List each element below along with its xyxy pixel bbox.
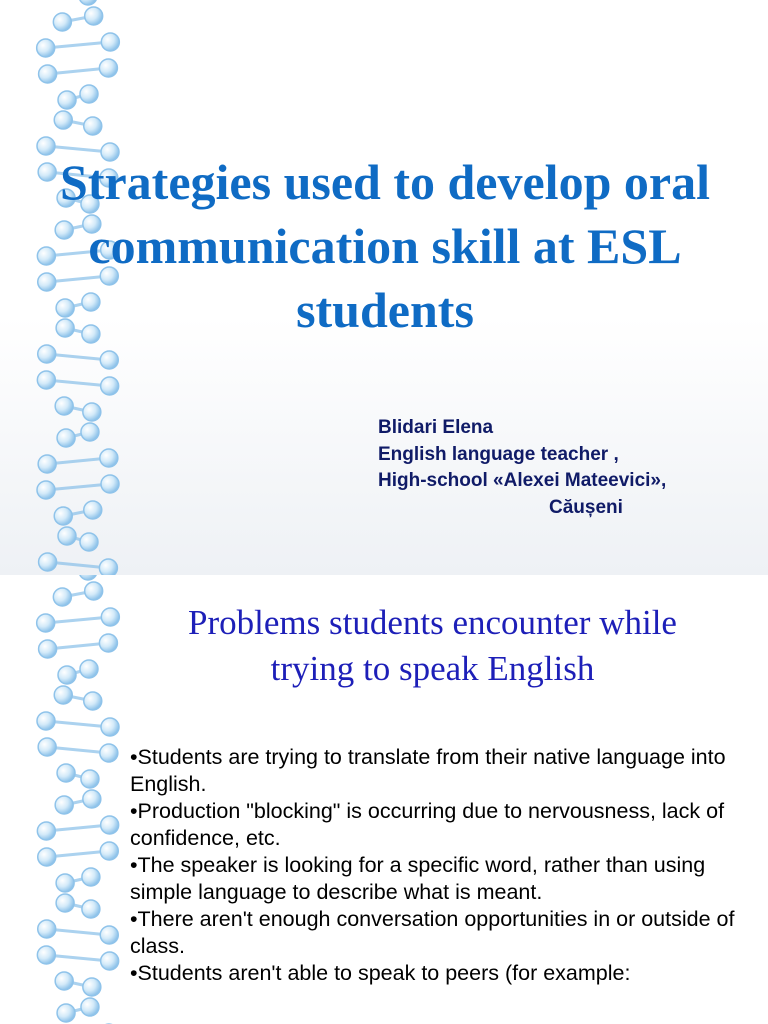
slide-title-heading: Strategies used to develop oral communication skill at ESL students — [60, 154, 710, 338]
author-block — [378, 415, 758, 521]
helix-node — [101, 33, 119, 51]
helix-node — [101, 718, 119, 736]
helix-node — [99, 634, 117, 652]
helix-node — [80, 533, 98, 551]
helix-node — [79, 0, 97, 5]
helix-node — [99, 59, 117, 77]
helix-node — [85, 582, 103, 600]
author-role: English language teacher , — [378, 443, 619, 465]
helix-node — [39, 640, 57, 658]
helix-node — [53, 588, 71, 606]
helix-node — [57, 1004, 75, 1022]
helix-node — [58, 666, 76, 684]
helix-node — [84, 117, 102, 135]
helix-node — [101, 816, 119, 834]
helix-node — [82, 868, 100, 886]
helix-node — [54, 111, 72, 129]
helix-node — [38, 920, 56, 938]
dna-helix-icon — [0, 575, 150, 1024]
helix-node — [101, 608, 119, 626]
helix-node — [57, 429, 75, 447]
helix-node — [100, 842, 118, 860]
helix-node — [37, 822, 55, 840]
helix-node — [54, 507, 72, 525]
helix-node — [100, 926, 118, 944]
helix-node — [37, 481, 55, 499]
helix-node — [54, 686, 72, 704]
author-name: Blidari Elena — [378, 417, 494, 438]
helix-node — [38, 738, 56, 756]
helix-node — [80, 85, 98, 103]
helix-node — [100, 449, 118, 467]
helix-node — [37, 39, 55, 57]
author-town: Căușeni — [549, 496, 623, 518]
list-item: •There aren't enough conversation opportunities in or outside of class. — [130, 907, 735, 958]
problems-heading: Problems students encounter while trying to speak English — [188, 603, 677, 688]
helix-node — [81, 770, 99, 788]
problems-list — [130, 744, 750, 987]
helix-node — [55, 796, 73, 814]
helix-node — [100, 744, 118, 762]
helix-node — [39, 65, 57, 83]
helix-node — [55, 397, 73, 415]
helix-node — [39, 553, 57, 571]
list-item: •The speaker is looking for a specific word, rather than using simple language to describe what is meant. — [130, 853, 706, 904]
helix-node — [58, 91, 76, 109]
helix-node — [83, 978, 101, 996]
helix-node — [81, 423, 99, 441]
helix-node — [101, 475, 119, 493]
helix-node — [53, 13, 71, 31]
helix-node — [101, 377, 119, 395]
helix-node — [101, 952, 119, 970]
list-item: •Students are trying to translate from their native language into English. — [130, 745, 726, 796]
helix-node — [83, 790, 101, 808]
list-item: •Production "blocking" is occurring due to nervousness, lack of confidence, etc. — [130, 799, 725, 850]
author-school: High-school «Alexei Mateevici», — [378, 470, 667, 491]
helix-node — [38, 455, 56, 473]
helix-node — [85, 7, 103, 25]
helix-node — [37, 946, 55, 964]
helix-node — [37, 614, 55, 632]
helix-node — [100, 351, 118, 369]
helix-node — [37, 712, 55, 730]
helix-node — [37, 371, 55, 389]
helix-node — [81, 998, 99, 1016]
helix-node — [84, 692, 102, 710]
helix-node — [82, 900, 100, 918]
helix-node — [80, 660, 98, 678]
helix-node — [58, 527, 76, 545]
helix-node — [79, 575, 97, 580]
helix-node — [84, 501, 102, 519]
list-item: •Students aren't able to speak to peers (for example: — [130, 961, 631, 985]
helix-node — [56, 874, 74, 892]
helix-node — [38, 345, 56, 363]
helix-node — [55, 972, 73, 990]
helix-node — [38, 848, 56, 866]
helix-node — [83, 403, 101, 421]
helix-node — [99, 559, 117, 575]
helix-node — [56, 894, 74, 912]
helix-node — [57, 764, 75, 782]
